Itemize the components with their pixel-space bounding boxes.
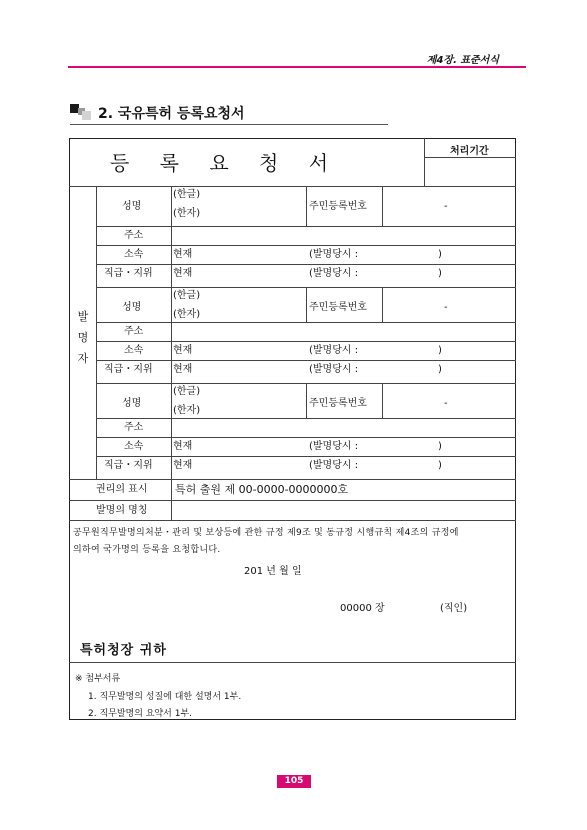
position-current-field[interactable]: 현재 xyxy=(173,268,193,279)
table-rule xyxy=(96,341,516,342)
name-hangul-field[interactable]: (한글) xyxy=(173,290,201,301)
resident-number-field[interactable]: - xyxy=(444,201,448,212)
paren: ) xyxy=(438,441,442,452)
address-label: 주소 xyxy=(124,230,144,241)
table-rule xyxy=(96,322,516,323)
resident-number-field[interactable]: - xyxy=(444,302,448,313)
resident-number-field[interactable]: - xyxy=(444,398,448,409)
table-rule xyxy=(96,186,97,479)
position-at-invention-field[interactable]: (발명당시 : xyxy=(309,460,359,471)
addressee: 특허청장 귀하 xyxy=(80,643,167,658)
address-label: 주소 xyxy=(124,422,144,433)
paren: ) xyxy=(438,364,442,375)
table-rule xyxy=(96,418,516,419)
table-rule xyxy=(96,437,516,438)
rights-label: 권리의 표시 xyxy=(96,484,148,495)
affiliation-at-invention-field[interactable]: (발명당시 : xyxy=(309,441,359,452)
table-rule xyxy=(96,264,516,265)
section-heading xyxy=(70,102,388,125)
position-at-invention-field[interactable]: (발명당시 : xyxy=(309,364,359,375)
table-rule xyxy=(96,245,516,246)
resident-number-label: 주민등록번호 xyxy=(309,398,367,409)
position-at-invention-field[interactable]: (발명당시 : xyxy=(309,268,359,279)
name-hangul-field[interactable]: (한글) xyxy=(173,386,201,397)
chapter-header: 제4장. 표준서식 xyxy=(426,55,499,66)
name-hanja-field[interactable]: (한자) xyxy=(173,208,201,219)
processing-period-value[interactable] xyxy=(424,157,516,185)
invention-name-field[interactable] xyxy=(171,502,515,520)
table-rule xyxy=(69,186,516,187)
paren: ) xyxy=(438,249,442,260)
table-rule xyxy=(69,500,516,501)
table-rule xyxy=(306,383,307,418)
affiliation-label: 소속 xyxy=(124,249,144,260)
table-rule xyxy=(69,479,516,480)
resident-number-label: 주민등록번호 xyxy=(309,201,367,212)
name-hanja-field[interactable]: (한자) xyxy=(173,309,201,320)
position-current-field[interactable]: 현재 xyxy=(173,460,193,471)
date-line: 201 년 월 일 xyxy=(244,566,302,577)
official-seal: (직인) xyxy=(440,603,468,614)
affiliation-current-field[interactable]: 현재 xyxy=(173,345,193,356)
invention-name-label: 발명의 명칭 xyxy=(96,505,148,516)
affiliation-label: 소속 xyxy=(124,345,144,356)
declaration-line-2: 의하여 국가명의 등록을 요청합니다. xyxy=(73,545,221,555)
table-rule xyxy=(382,287,383,322)
table-rule xyxy=(382,186,383,226)
address-label: 주소 xyxy=(124,326,144,337)
table-rule xyxy=(382,383,383,418)
table-rule xyxy=(306,186,307,226)
section-title: 2. 국유특허 등록요청서 xyxy=(98,106,245,122)
affiliation-at-invention-field[interactable]: (발명당시 : xyxy=(309,249,359,260)
page-number: 105 xyxy=(277,775,311,788)
affiliation-at-invention-field[interactable]: (발명당시 : xyxy=(309,345,359,356)
paren: ) xyxy=(438,268,442,279)
position-label: 직급・지위 xyxy=(104,460,153,471)
attachment-item: 1. 직무발명의 성질에 대한 설명서 1부. xyxy=(88,692,242,702)
position-label: 직급・지위 xyxy=(104,364,153,375)
name-label: 성명 xyxy=(122,302,142,313)
paren: ) xyxy=(438,460,442,471)
affiliation-label: 소속 xyxy=(124,441,144,452)
table-rule xyxy=(96,226,516,227)
table-rule xyxy=(69,520,516,521)
table-rule xyxy=(96,360,516,361)
attachments-title: ※ 첨부서류 xyxy=(75,674,121,684)
square-bullet-icon xyxy=(82,111,91,120)
name-hangul-field[interactable]: (한글) xyxy=(173,189,201,200)
position-label: 직급・지위 xyxy=(104,268,153,279)
name-hanja-field[interactable]: (한자) xyxy=(173,405,201,416)
name-label: 성명 xyxy=(122,398,142,409)
rights-value[interactable]: 특허 출원 제 00-0000-0000000호 xyxy=(175,483,349,496)
name-label: 성명 xyxy=(122,201,142,212)
signer-name: 00000 장 xyxy=(340,603,385,614)
table-rule xyxy=(69,662,516,663)
table-rule xyxy=(171,383,172,479)
processing-period-label: 처리기간 xyxy=(450,146,489,157)
resident-number-label: 주민등록번호 xyxy=(309,302,367,313)
position-current-field[interactable]: 현재 xyxy=(173,364,193,375)
table-rule xyxy=(96,456,516,457)
paren: ) xyxy=(438,345,442,356)
header-rule xyxy=(68,66,526,68)
form-title: 등 록 요 청 서 xyxy=(110,151,341,175)
affiliation-current-field[interactable]: 현재 xyxy=(173,249,193,260)
table-rule xyxy=(306,287,307,322)
applicant-label: 발 명 자 xyxy=(77,310,89,365)
declaration-line-1: 공무원직무발명의처분・관리 및 보상등에 관한 규정 제9조 및 동규정 시행규칙 제4조의 규정에 xyxy=(73,528,459,538)
affiliation-current-field[interactable]: 현재 xyxy=(173,441,193,452)
attachment-item: 2. 직무발명의 요약서 1부. xyxy=(88,709,193,719)
